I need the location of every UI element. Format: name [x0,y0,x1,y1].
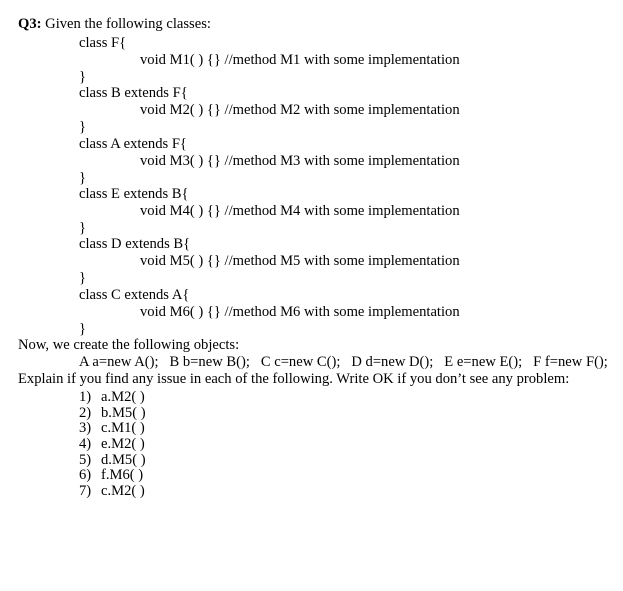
question-heading [18,16,211,33]
method-line: void M4( ) {} //method M4 with some implementation [140,203,460,219]
closing-brace: } [79,270,87,286]
closing-brace: } [79,119,87,135]
closing-brace: } [79,321,87,337]
list-item [79,390,146,406]
list-item [79,406,146,422]
method-line: void M6( ) {} //method M6 with some implementation [140,304,460,320]
class-declaration: class A extends F{ [79,136,187,152]
list-item [79,453,146,469]
question-intro: Given the following classes: [41,16,211,32]
item-number: 6) [79,467,92,484]
item-text: a.M2( ) [101,389,145,405]
method-line: void M1( ) {} //method M1 with some implementation [140,52,460,68]
class-declaration: class C extends A{ [79,287,190,303]
class-declaration: class B extends F{ [79,85,188,101]
question-items-list [79,390,146,500]
item-text: d.M5( ) [101,451,146,468]
list-item [79,437,146,453]
question-label: Q3: [18,16,42,32]
item-number: 3) [79,420,92,437]
objects-intro-text: Now, we create the following objects: [18,337,240,353]
item-number: 1) [79,389,92,405]
item-text: c.M1( ) [101,420,145,437]
list-item [79,421,146,437]
item-number: 5) [79,451,92,468]
method-line: void M3( ) {} //method M3 with some implementation [140,153,460,169]
class-declaration: class E extends B{ [79,186,189,202]
item-text: f.M6( ) [101,467,144,484]
item-number: 7) [79,483,92,500]
list-item [79,484,146,500]
closing-brace: } [79,220,87,236]
list-item [79,468,146,484]
item-number: 4) [79,436,92,453]
class-declaration: class D extends B{ [79,236,191,252]
class-declaration: class F{ [79,35,127,51]
item-text: b.M5( ) [101,404,146,421]
method-line: void M5( ) {} //method M5 with some implementation [140,253,460,269]
object-creation-line: A a=new A(); B b=new B(); C c=new C(); D d=new D(); E e=new E(); F f=new F(); [79,354,608,370]
method-line: void M2( ) {} //method M2 with some implementation [140,102,460,118]
instruction-text: Explain if you find any issue in each of the following. Write OK if you don’t see any problem: [18,371,570,387]
closing-brace: } [79,170,87,186]
item-number: 2) [79,404,92,421]
item-text: c.M2( ) [101,483,145,500]
closing-brace: } [79,69,87,85]
item-text: e.M2( ) [101,436,145,453]
